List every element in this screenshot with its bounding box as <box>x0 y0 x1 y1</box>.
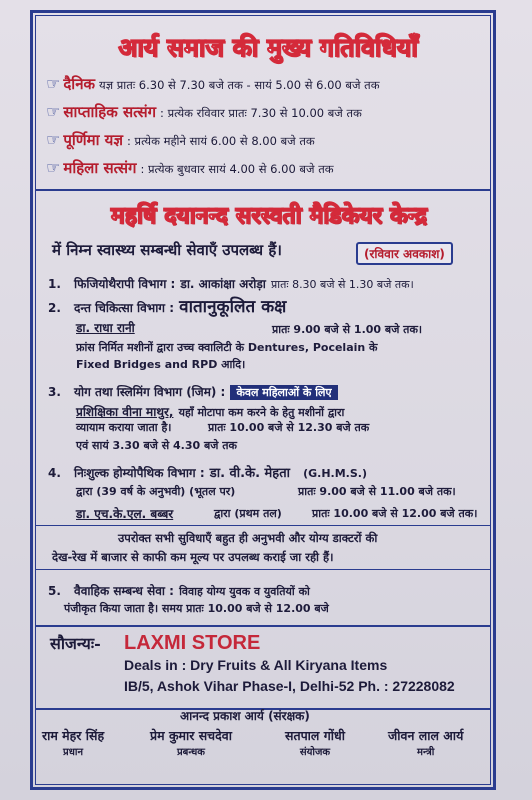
pointing-hand-icon: ☞ <box>46 158 61 177</box>
yoga-time2: एवं सायं 3.30 बजे से 4.30 बजे तक <box>76 439 237 452</box>
sponsor-address: IB/5, Ashok Vihar Phase-I, Delhi-52 Ph. : 27228082 <box>124 678 455 694</box>
service-yoga: 3. योग तथा स्लिमिंग विभाग (जिम) : केवल महिलाओं के लिए <box>48 381 338 400</box>
centre-title: महर्षि दयानन्द सरस्वती मैडिकेयर केन्द्र <box>110 202 427 229</box>
activity-daily: ☞ दैनिक यज्ञ प्रातः 6.30 से 7.30 बजे तक - सायं 5.00 से 6.00 बजे तक <box>46 74 380 93</box>
service-matrimonial: 5. वैवाहिक सम्बन्ध सेवा : विवाह योग्य युवक व युवतियों को <box>48 584 310 598</box>
sponsor-deals: Deals in : Dry Fruits & All Kiryana Items <box>124 657 388 673</box>
service-dental: 2. दन्त चिकित्सा विभाग : वातानुकूलित कक्ष <box>48 297 287 317</box>
pointing-hand-icon: ☞ <box>46 74 61 93</box>
matrimonial-line2: पंजीकृत किया जाता है। समय प्रातः 10.00 बजे से 12.00 बजे <box>64 602 329 615</box>
pointing-hand-icon: ☞ <box>46 102 61 121</box>
activity-weekly: ☞ साप्ताहिक सत्संग : प्रत्येक रविवार प्रातः 7.30 से 10.00 बजे तक <box>46 102 362 121</box>
section-divider <box>36 189 490 191</box>
homeo-time1: प्रातः 9.00 बजे से 11.00 बजे तक। <box>298 485 456 498</box>
officer-manager: प्रेम कुमार सचदेवा प्रबन्धक <box>150 728 232 758</box>
pointing-hand-icon: ☞ <box>46 130 61 149</box>
women-only-badge: केवल महिलाओं के लिए <box>230 385 337 400</box>
activity-women: ☞ महिला सत्संग : प्रत्येक बुधवार सायं 4.00 से 6.00 बजे तक <box>46 158 334 177</box>
yoga-line2: व्यायाम कराया जाता है। <box>76 421 172 434</box>
sponsor-store: LAXMI STORE <box>124 632 261 654</box>
officer-president: राम मेहर सिंह प्रधान <box>42 728 105 758</box>
note-divider-bottom <box>36 569 490 570</box>
page-title: आर्य समाज की मुख्य गतिविधियाँ <box>118 33 418 62</box>
dental-line1: फ्रांस निर्मित मशीनों द्वारा उच्च क्वालिटी के Dentures, Pocelain के <box>76 341 378 354</box>
service-physio: 1. फिजियोथैरापी विभाग : डा. आकांक्षा अरोड़ा प्रातः 8.30 बजे से 1.30 बजे तक। <box>48 277 414 291</box>
dental-line2: Fixed Bridges and RPD आदि। <box>76 358 246 371</box>
note-divider-top <box>36 525 490 526</box>
sponsor-label: सौजन्यः- <box>50 634 101 653</box>
yoga-time1: प्रातः 10.00 बजे से 12.30 बजे तक <box>208 421 370 434</box>
homeo-line1: द्वारा (39 वर्ष के अनुभवी) (भूतल पर) <box>76 485 236 498</box>
homeo-line2: द्वारा (प्रथम तल) <box>214 507 282 520</box>
officer-convener: सतपाल गोंधी संयोजक <box>285 728 345 758</box>
note-line2: देख-रेख में बाजार से काफी कम मूल्य पर उपलब्ध कराई जा रही हैं। <box>52 550 334 564</box>
holiday-badge: (रविवार अवकाश) <box>356 242 453 265</box>
dental-time: प्रातः 9.00 बजे से 1.00 बजे तक। <box>272 323 423 336</box>
services-intro: में निम्न स्वास्थ्य सम्बन्धी सेवाएँ उपलब्ध हैं। <box>52 241 282 259</box>
dental-doctor: डा. राधा रानी <box>76 321 135 335</box>
yoga-trainer-line: प्रशिक्षिका वीना माथुर, यहाँ मोटापा कम करने के हेतु मशीनों द्वारा <box>76 405 345 419</box>
service-homeopathy: 4. निःशुल्क होम्योपैथिक विभाग : डा. वी.के. मेहता (G.H.M.S.) <box>48 466 367 481</box>
homeo-time2: प्रातः 10.00 बजे से 12.00 बजे तक। <box>312 507 478 520</box>
note-line1: उपरोक्त सभी सुविधाएँ बहुत ही अनुभवी और योग्य डाक्टरों की <box>118 531 378 545</box>
activity-full-moon: ☞ पूर्णिमा यज्ञ : प्रत्येक महीने सायं 6.00 से 8.00 बजे तक <box>46 130 315 149</box>
officer-secretary: जीवन लाल आर्य मन्त्री <box>388 728 464 758</box>
patron: आनन्द प्रकाश आर्य (संरक्षक) <box>180 709 310 723</box>
homeo-doctor2: डा. एच.के.एल. बब्बर <box>76 507 174 521</box>
